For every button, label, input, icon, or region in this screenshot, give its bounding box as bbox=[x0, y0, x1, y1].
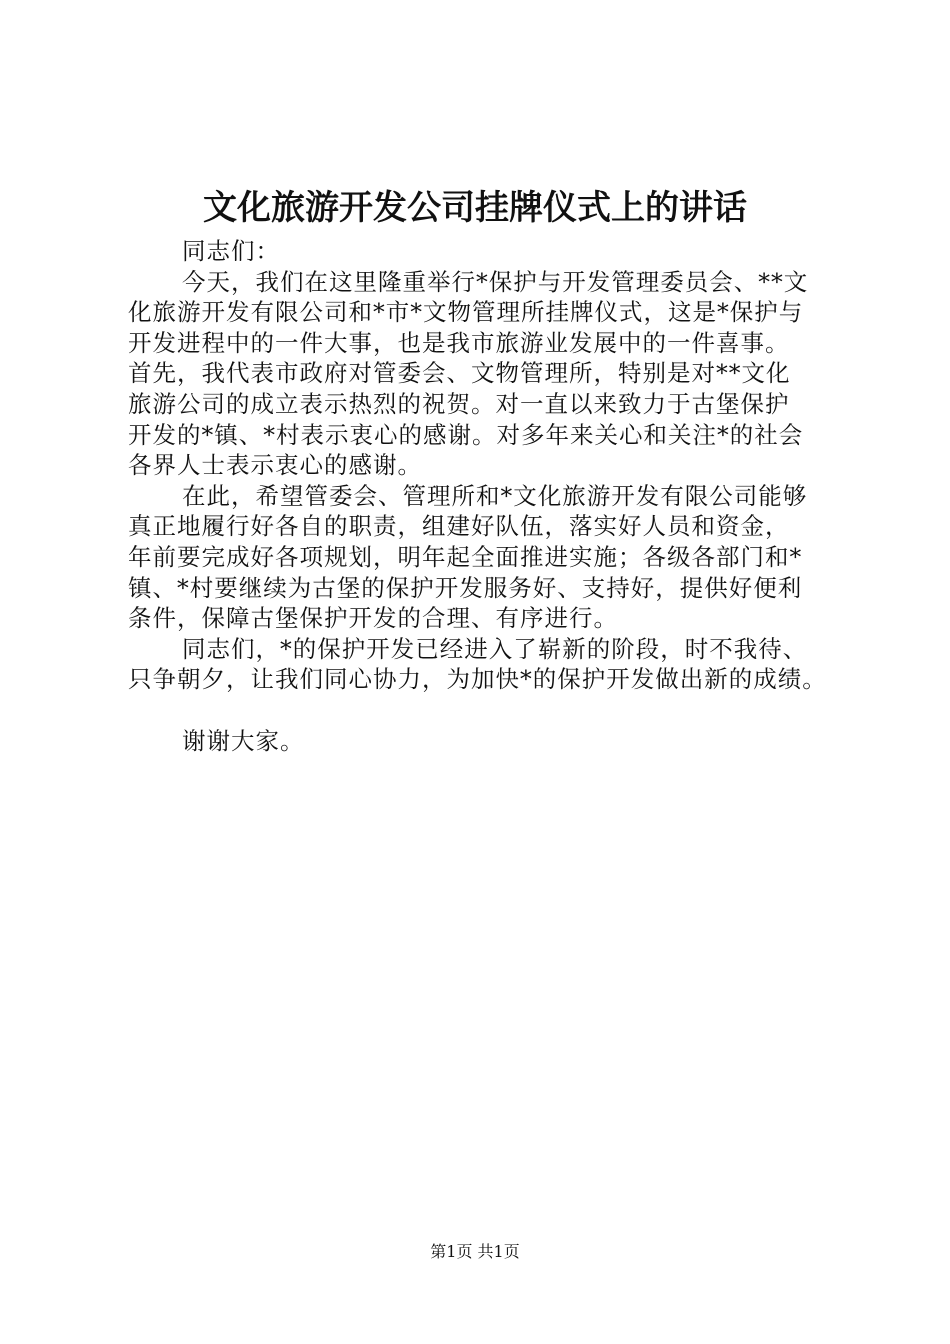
paragraph-1-line: 化旅游开发有限公司和*市*文物管理所挂牌仪式，这是*保护与 bbox=[128, 298, 804, 327]
paragraph-3-line: 同志们，*的保护开发已经进入了崭新的阶段，时不我待、 bbox=[182, 634, 808, 663]
paragraph-2-line: 年前要完成好各项规划，明年起全面推进实施；各级各部门和* bbox=[128, 542, 803, 571]
closing-remark: 谢谢大家。 bbox=[182, 727, 305, 755]
paragraph-1-line: 首先，我代表市政府对管委会、文物管理所，特别是对**文化 bbox=[128, 359, 791, 388]
closing-block bbox=[128, 726, 848, 757]
paragraph-1-line: 各界人士表示衷心的感谢。 bbox=[128, 451, 422, 480]
page-footer: 第1页 共1页 bbox=[430, 1242, 520, 1261]
paragraph-1-line: 旅游公司的成立表示热烈的祝贺。对一直以来致力于古堡保护 bbox=[128, 389, 790, 418]
paragraph-3-line: 只争朝夕，让我们同心协力，为加快*的保护开发做出新的成绩。 bbox=[128, 665, 827, 694]
document-title: 文化旅游开发公司挂牌仪式上的讲话 bbox=[203, 188, 747, 228]
paragraph-2-line: 真正地履行好各自的职责，组建好队伍，落实好人员和资金， bbox=[128, 512, 790, 541]
document-body bbox=[128, 236, 848, 695]
paragraph-1-line: 开发的*镇、*村表示衷心的感谢。对多年来关心和关注*的社会 bbox=[128, 420, 804, 449]
paragraph-2-line: 条件，保障古堡保护开发的合理、有序进行。 bbox=[128, 604, 618, 633]
paragraph-2-line: 镇、*村要继续为古堡的保护开发服务好、支持好，提供好便利 bbox=[128, 573, 803, 602]
paragraph-1-line: 今天，我们在这里隆重举行*保护与开发管理委员会、**文 bbox=[182, 267, 809, 296]
paragraph-1-line: 开发进程中的一件大事，也是我市旅游业发展中的一件喜事。 bbox=[128, 328, 790, 357]
paragraph-2-line: 在此，希望管委会、管理所和*文化旅游开发有限公司能够 bbox=[182, 481, 808, 510]
salutation: 同志们： bbox=[182, 237, 280, 265]
